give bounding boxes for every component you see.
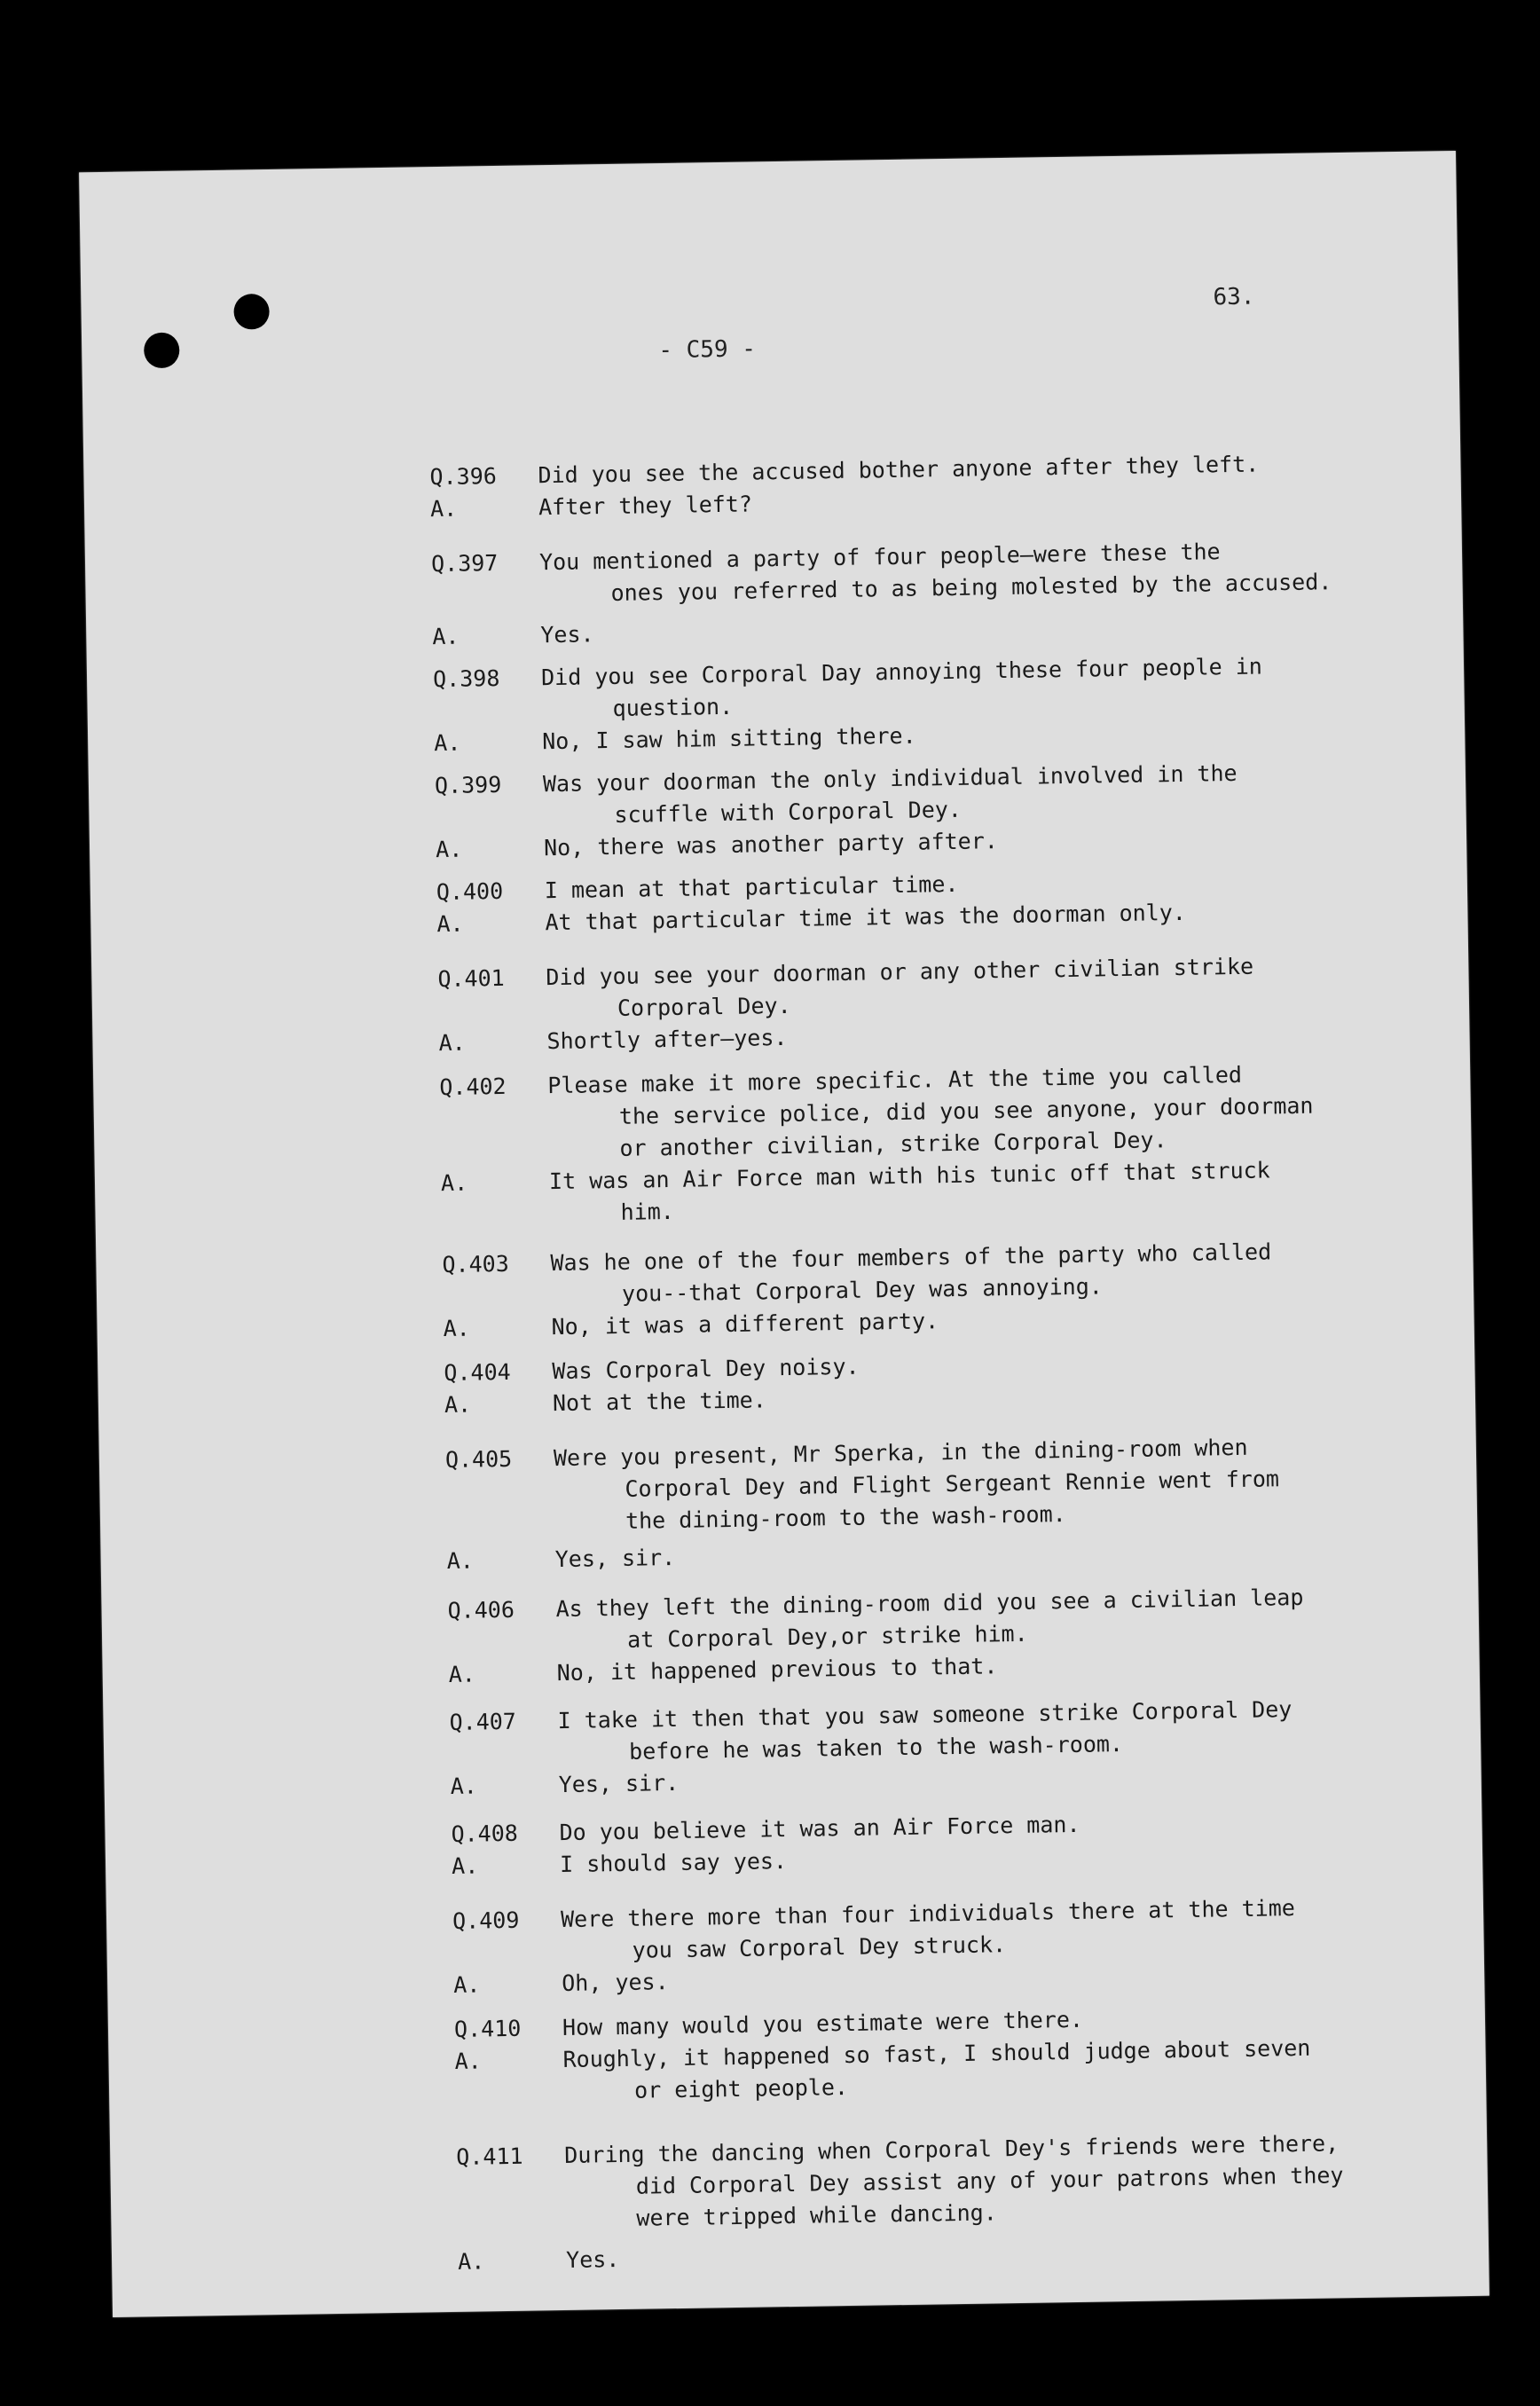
answer-text: Oh, yes. — [562, 1969, 669, 1997]
answer-label: A. — [436, 910, 464, 938]
answer-label: A. — [457, 2248, 485, 2275]
answer-text: Yes. — [540, 621, 594, 649]
question-text: Did you see the accused bother anyone after they left. — [538, 451, 1260, 489]
answer-text: I should say yes. — [559, 1848, 788, 1878]
question-label: Q.400 — [436, 877, 504, 906]
question-text: Did you see your doorman or any other civilian strike Corporal Dey. — [546, 953, 1254, 1021]
answer-label: A. — [448, 1661, 476, 1688]
question-label: Q.405 — [444, 1445, 513, 1474]
answer-text: Yes. — [565, 2246, 620, 2274]
qa-block — [433, 649, 1393, 759]
qa-block — [452, 1891, 1412, 2001]
question-text: Was Corporal Dey noisy. — [552, 1353, 860, 1385]
qa-block — [454, 1999, 1414, 2110]
question-label: Q.398 — [432, 664, 500, 693]
answer-text: No, I saw him sitting there. — [542, 722, 916, 755]
qa-block — [447, 1580, 1407, 1691]
answer-row — [432, 606, 1390, 653]
qa-block — [456, 2127, 1416, 2278]
question-row — [439, 1057, 1399, 1168]
answer-label: A. — [444, 1391, 472, 1419]
question-text: Were you present, Mr Sperka, in the dining-room when Corporal Dey and Flight Sergeant Rennie went from the dining-room to the wash-room. — [553, 1434, 1280, 1534]
qa-block — [436, 861, 1395, 940]
qa-block — [437, 948, 1397, 1059]
answer-text: Shortly after—yes. — [546, 1024, 788, 1055]
punch-hole — [144, 333, 180, 369]
question-label: Q.404 — [444, 1358, 511, 1387]
answer-text: No, there was another party after. — [543, 828, 999, 861]
question-text: Did you see Corporal Day annoying these four people in question. — [540, 653, 1263, 721]
answer-text: After they left? — [538, 491, 753, 521]
qa-block — [444, 1342, 1402, 1421]
question-text: As they left the dining-room did you see a civilian leap at Corporal Dey,or strike him. — [555, 1584, 1304, 1653]
question-label: Q.402 — [439, 1073, 507, 1101]
page-number: 63. — [1213, 283, 1255, 311]
question-label: Q.408 — [451, 1820, 519, 1847]
question-label: Q.410 — [453, 2015, 522, 2042]
answer-label: A. — [453, 1971, 481, 1998]
answer-label: A. — [450, 1773, 478, 1799]
answer-text: No, it was a different party. — [551, 1308, 939, 1341]
question-text: During the dancing when Corporal Dey's friends were there, did Corporal Dey assist any of your patrons when they were tripped while dancing. — [564, 2130, 1344, 2231]
question-label: Q.407 — [449, 1708, 517, 1735]
question-text: Was your doorman the only individual involved in the scuffle with Corporal Dey. — [542, 759, 1238, 828]
question-label: Q.403 — [442, 1250, 509, 1278]
qa-block — [429, 446, 1388, 525]
answer-text: No, it happened previous to that. — [556, 1653, 998, 1687]
question-text: I mean at that particular time. — [544, 870, 959, 904]
answer-text: Yes, sir. — [554, 1544, 676, 1573]
answer-text: Yes, sir. — [558, 1769, 680, 1798]
question-text: You mentioned a party of four people—were these the ones you referred to as being molested by the accused. — [538, 539, 1332, 606]
question-label: Q.401 — [437, 964, 505, 993]
answer-label: A. — [440, 1169, 468, 1197]
qa-block — [449, 1692, 1409, 1803]
qa-block — [451, 1804, 1410, 1883]
answer-text: Not at the time. — [552, 1387, 766, 1417]
header-page-number: - C59 - — [658, 335, 757, 365]
question-text: I take it then that you saw someone strike Corporal Dey before he was taken to the wash-room. — [557, 1696, 1292, 1765]
answer-label: A. — [432, 623, 460, 650]
qa-block — [442, 1234, 1402, 1345]
question-label: Q.406 — [447, 1596, 515, 1624]
question-text: Do you believe it was an Air Force man. — [559, 1811, 1080, 1846]
question-text: How many would you estimate were there. — [562, 2006, 1084, 2041]
question-text: Were there more than four individuals there at the time you saw Corporal Dey struck. — [560, 1895, 1296, 1963]
answer-text: At that particular time it was the doorman only. — [545, 899, 1187, 936]
answer-label: A. — [429, 495, 458, 523]
qa-block — [445, 1429, 1405, 1577]
answer-row — [458, 2231, 1416, 2278]
qa-block — [431, 533, 1391, 653]
answer-label: A. — [446, 1547, 475, 1575]
qa-block — [439, 1057, 1400, 1231]
answer-label: A. — [451, 1852, 479, 1879]
punch-hole — [233, 294, 270, 330]
answer-label: A. — [435, 836, 463, 863]
document-page — [79, 151, 1489, 2317]
answer-text: It was an Air Force man with his tunic off that struck him. — [548, 1157, 1270, 1225]
qa-block — [435, 755, 1395, 866]
answer-label: A. — [454, 2048, 482, 2074]
question-label: Q.409 — [452, 1907, 520, 1934]
question-label: Q.411 — [456, 2143, 523, 2170]
question-text: Was he one of the four members of the party who called you--that Corporal Dey was annoying. — [550, 1238, 1272, 1307]
answer-label: A. — [438, 1029, 466, 1057]
answer-text: Roughly, it happened so fast, I should judge about seven or eight people. — [562, 2034, 1311, 2103]
question-row — [431, 533, 1390, 612]
question-text: Please make it more specific. At the time you called the service police, did you see anyone, your doorman or another civilian, strike Corporal Dey. — [547, 1061, 1314, 1161]
question-label: Q.397 — [430, 549, 499, 578]
question-row — [445, 1429, 1405, 1540]
question-label: Q.399 — [434, 771, 502, 799]
question-label: Q.396 — [429, 462, 498, 491]
question-row — [456, 2127, 1416, 2237]
answer-label: A. — [443, 1315, 470, 1342]
answer-label: A. — [434, 729, 461, 757]
